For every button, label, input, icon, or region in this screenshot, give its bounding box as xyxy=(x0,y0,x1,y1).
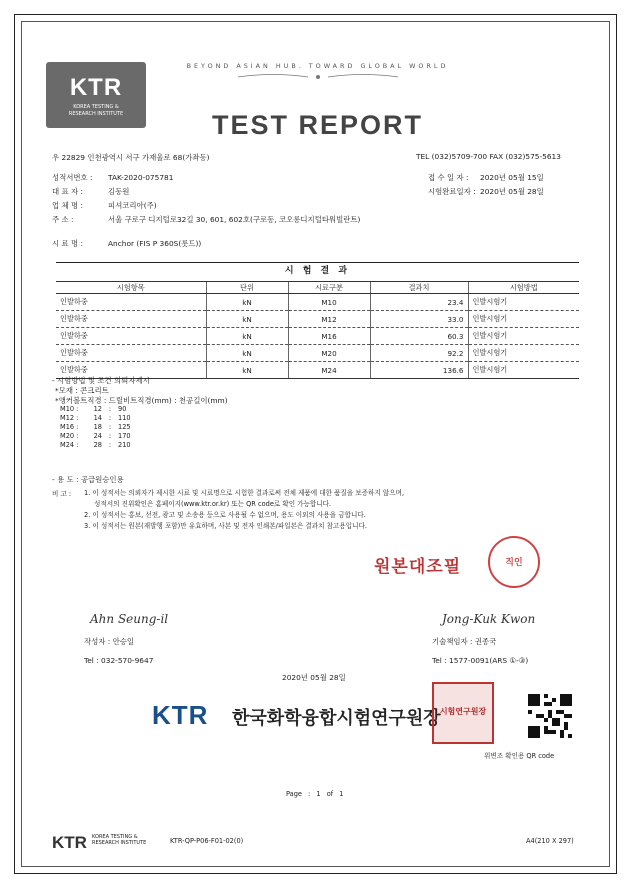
ktr-logo-text: KTR xyxy=(69,74,123,101)
completion-date xyxy=(428,186,544,197)
report-number xyxy=(52,172,173,183)
official-seal-text: 시험연구원장 xyxy=(439,707,487,716)
cell-sample: M16 xyxy=(288,328,370,345)
ktr-org-logo: KTR xyxy=(152,700,209,730)
anchor-spec-row: M12 : 14 : 110 xyxy=(60,414,131,422)
report-number-value: TAK-2020-075781 xyxy=(108,173,174,182)
ktr-logo-sub2: RESEARCH INSTITUTE xyxy=(68,111,124,117)
ktr-logo-sub1: KOREA TESTING & xyxy=(73,104,119,110)
representative xyxy=(52,186,129,197)
footer-paper-size: A4(210 X 297) xyxy=(526,837,574,845)
sample-name-value: Anchor (FIS P 360S(롯드)) xyxy=(108,239,202,248)
writer-name: 작성자 : 안승일 xyxy=(84,637,135,646)
writer-tel: Tel : 032-570-9647 xyxy=(84,656,154,665)
results-table xyxy=(56,281,579,379)
column-header: 시료구분 xyxy=(288,282,370,294)
sample-name xyxy=(52,238,201,249)
cell-method: 인발시험기 xyxy=(468,345,579,362)
cell-unit: kN xyxy=(206,294,288,311)
method-note: - 시험방법 및 조건 의뢰자제시 xyxy=(52,376,150,385)
remark-line: 2. 이 성적서는 홍보, 선전, 광고 및 소송용 등으로 사용될 수 없으며, 용도 이외의 사용을 금합니다. xyxy=(84,511,366,519)
circle-seal-text: 직인 xyxy=(505,558,523,568)
writer-signature: Ahn Seung-il xyxy=(90,612,169,626)
footer-institute: KOREA TESTING & RESEARCH INSTITUTE xyxy=(92,834,147,846)
remarks xyxy=(84,488,404,532)
anchor-spec-row: M20 : 24 : 170 xyxy=(60,432,131,440)
results-section-title: 시 험 결 과 xyxy=(56,262,579,279)
table-row xyxy=(56,328,579,345)
column-header: 결과치 xyxy=(370,282,468,294)
report-number-label: 성적서번호 : xyxy=(52,173,93,182)
cell-item: 인발하중 xyxy=(56,345,206,362)
cell-result: 23.4 xyxy=(370,294,468,311)
footer-ktr-logo: KTR xyxy=(52,833,87,852)
cell-item: 인발하중 xyxy=(56,294,206,311)
anchor-spec-row: M10 : 12 : 90 xyxy=(60,405,127,413)
anchor-spec-row: M24 : 28 : 210 xyxy=(60,441,131,449)
cell-sample: M10 xyxy=(288,294,370,311)
company-address-label: 주 소 : xyxy=(52,215,74,224)
cell-result: 92.2 xyxy=(370,345,468,362)
cell-method: 인발시험기 xyxy=(468,328,579,345)
anchor-spec-header: *앵커볼트직경 : 드릴비트직경(mm) : 천공길이(mm) xyxy=(55,396,228,405)
cell-unit: kN xyxy=(206,345,288,362)
cell-result: 60.3 xyxy=(370,328,468,345)
table-row xyxy=(56,345,579,362)
company-address-value: 서울 구로구 디지털로32길 30, 601, 602호(구로동, 코오롱디지털타워빌란트) xyxy=(108,215,361,224)
purpose-note: - 용 도 : 공급원승인용 xyxy=(52,475,124,484)
cell-method: 인발시험기 xyxy=(468,311,579,328)
column-header: 단위 xyxy=(206,282,288,294)
cell-result: 33.0 xyxy=(370,311,468,328)
issue-date: 2020년 05월 28일 xyxy=(282,673,346,682)
institute-address: 우 22829 인천광역시 서구 가재울로 68(가좌동) xyxy=(52,153,210,162)
cell-sample: M24 xyxy=(288,362,370,379)
cell-unit: kN xyxy=(206,311,288,328)
footer-form-code: KTR-QP-P06-F01-02(0) xyxy=(170,837,244,845)
company xyxy=(52,200,157,211)
report-title: TEST REPORT xyxy=(211,110,423,140)
qr-code-label: 위변조 확인용 QR code xyxy=(484,752,555,760)
completion-date-value: 2020년 05월 28일 xyxy=(480,187,544,196)
receipt-date-value: 2020년 05월 15일 xyxy=(480,173,544,182)
table-header-row xyxy=(56,282,579,294)
remarks-label: 비 고 : xyxy=(52,490,72,498)
cell-item: 인발하중 xyxy=(56,311,206,328)
receipt-date-label: 접 수 일 자 : xyxy=(428,173,469,182)
completion-date-label: 시험완료일자 : xyxy=(428,187,476,196)
column-header: 시험방법 xyxy=(468,282,579,294)
official-seal-icon xyxy=(432,682,494,744)
company-address xyxy=(52,214,360,225)
cell-unit: kN xyxy=(206,328,288,345)
column-header: 시험항목 xyxy=(56,282,206,294)
tech-manager-tel: Tel : 1577-0091(ARS ①-③) xyxy=(432,656,529,665)
remark-line: 3. 이 성적서는 원본(재발행 포함)만 유효하며, 사본 및 전자 인쇄본/파일본은 결과치 참고용입니다. xyxy=(84,522,367,530)
cell-method: 인발시험기 xyxy=(468,362,579,379)
qr-code-icon xyxy=(528,694,572,738)
circle-seal-icon xyxy=(488,536,540,588)
cell-item: 인발하중 xyxy=(56,328,206,345)
slogan: BEYOND ASIAN HUB. TOWARD GLOBAL WORLD xyxy=(186,62,449,70)
tech-manager-signature: Jong-Kuk Kwon xyxy=(442,612,536,626)
cell-result: 136.6 xyxy=(370,362,468,379)
representative-label: 대 표 자 : xyxy=(52,187,83,196)
page-indicator: Page : 1 of 1 xyxy=(286,790,344,798)
original-copy-stamp: 원본대조필 xyxy=(374,557,462,577)
cell-sample: M12 xyxy=(288,311,370,328)
anchor-spec-row: M16 : 18 : 125 xyxy=(60,423,131,431)
slogan-ornament xyxy=(228,72,408,82)
cell-item: 인발하중 xyxy=(56,362,206,379)
anchor-spec-table xyxy=(60,405,131,450)
institute-contact: TEL (032)5709-700 FAX (032)575-5613 xyxy=(416,152,561,161)
table-row xyxy=(56,311,579,328)
representative-value: 김동원 xyxy=(108,187,130,196)
company-value: 피셔코리아(주) xyxy=(108,201,157,210)
cell-unit: kN xyxy=(206,362,288,379)
material-note: *모재 : 콘크리트 xyxy=(55,386,109,395)
tech-manager-name: 기술책임자 : 권종국 xyxy=(432,637,497,646)
org-name: 한국화학융합시험연구원장 xyxy=(232,708,441,729)
cell-method: 인발시험기 xyxy=(468,294,579,311)
remark-line: 1. 이 성적서는 의뢰자가 제시한 시료 및 시료명으로 시험한 결과로써 전체 제품에 대한 품질을 보증하지 않으며, xyxy=(84,489,405,497)
receipt-date xyxy=(428,172,544,183)
remark-line: 성적서의 진위확인은 홈페이지(www.ktr.or.kr) 또는 QR code로 확인 가능합니다. xyxy=(94,500,332,508)
company-label: 업 체 명 : xyxy=(52,201,83,210)
sample-name-label: 시 료 명 : xyxy=(52,239,83,248)
table-row xyxy=(56,294,579,311)
cell-sample: M20 xyxy=(288,345,370,362)
